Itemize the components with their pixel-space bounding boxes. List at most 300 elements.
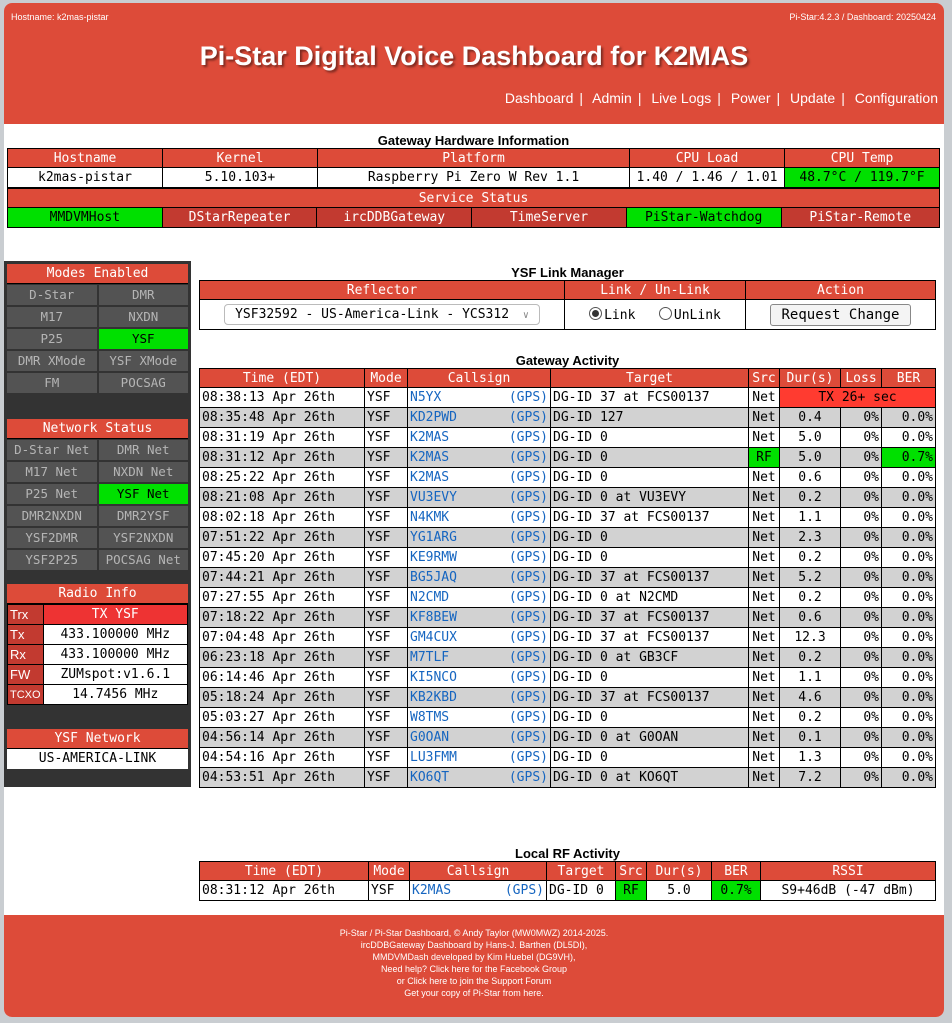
radio-rx-value: 433.100000 MHz bbox=[43, 645, 187, 665]
reflector-select[interactable] bbox=[224, 304, 540, 325]
activity-src: Net bbox=[749, 608, 780, 628]
activity-gps-link[interactable]: (GPS) bbox=[508, 450, 548, 465]
mode-fm: FM bbox=[7, 373, 97, 393]
activity-target: DG-ID 127 bbox=[551, 408, 749, 428]
activity-ber: 0.0% bbox=[882, 428, 936, 448]
hw-cpu-temp: 48.7°C / 119.7°F bbox=[785, 168, 940, 188]
hardware-section bbox=[7, 133, 940, 228]
gateway-activity bbox=[199, 353, 936, 788]
table-row bbox=[200, 748, 936, 768]
local-rf-table bbox=[199, 861, 936, 901]
activity-callsign-cell bbox=[408, 588, 551, 608]
service-remote: PiStar-Remote bbox=[781, 208, 939, 228]
activity-gps-link[interactable]: (GPS) bbox=[508, 530, 548, 545]
activity-src: Net bbox=[749, 588, 780, 608]
rf-header-ber: BER bbox=[712, 862, 761, 881]
radio-tx-label: Tx bbox=[8, 625, 44, 645]
activity-dur: 5.0 bbox=[780, 448, 841, 468]
activity-callsign-cell bbox=[408, 448, 551, 468]
mode-dmr-xmode: DMR XMode bbox=[7, 351, 97, 371]
activity-time: 08:38:13 Apr 26th bbox=[200, 388, 365, 408]
activity-src: Net bbox=[749, 548, 780, 568]
activity-gps-link[interactable]: (GPS) bbox=[508, 510, 548, 525]
table-row bbox=[200, 768, 936, 788]
footer-download-link[interactable]: Get your copy of Pi-Star from here. bbox=[404, 988, 544, 998]
reflector-select-value: YSF32592 - US-America-Link - YCS312 bbox=[235, 307, 510, 322]
rf-header-target: Target bbox=[547, 862, 616, 881]
activity-src: Net bbox=[749, 648, 780, 668]
ysf-network-title: YSF Network bbox=[7, 729, 188, 749]
activity-gps-link[interactable]: (GPS) bbox=[508, 590, 548, 605]
activity-loss: 0% bbox=[841, 708, 882, 728]
mode-dstar: D-Star bbox=[7, 285, 97, 305]
table-row bbox=[200, 508, 936, 528]
activity-dur: 0.2 bbox=[780, 488, 841, 508]
link-manager-table bbox=[199, 280, 936, 330]
net-m17: M17 Net bbox=[7, 462, 97, 482]
hw-header-hostname: Hostname bbox=[8, 149, 163, 168]
act-header-src: Src bbox=[749, 369, 780, 388]
activity-loss: 0% bbox=[841, 408, 882, 428]
activity-target: DG-ID 37 at FCS00137 bbox=[551, 628, 749, 648]
activity-ber: 0.0% bbox=[882, 668, 936, 688]
activity-loss: 0% bbox=[841, 668, 882, 688]
network-grid bbox=[7, 440, 188, 570]
activity-callsign-cell bbox=[408, 488, 551, 508]
activity-time: 05:03:27 Apr 26th bbox=[200, 708, 365, 728]
radio-trx-label: Trx bbox=[8, 605, 44, 625]
activity-callsign-cell bbox=[408, 728, 551, 748]
activity-src: Net bbox=[749, 728, 780, 748]
activity-mode: YSF bbox=[365, 508, 408, 528]
activity-mode: YSF bbox=[365, 548, 408, 568]
sidebar bbox=[4, 261, 191, 787]
activity-callsign-link[interactable]: LU3FMM bbox=[410, 750, 457, 765]
activity-callsign-link[interactable]: K2MAS bbox=[410, 430, 450, 445]
gateway-activity-title: Gateway Activity bbox=[515, 353, 620, 368]
nav-live-logs[interactable]: Live Logs bbox=[651, 90, 712, 106]
mode-nxdn: NXDN bbox=[99, 307, 189, 327]
activity-time: 08:31:19 Apr 26th bbox=[200, 428, 365, 448]
activity-src: Net bbox=[749, 668, 780, 688]
activity-gps-link[interactable]: (GPS) bbox=[508, 730, 548, 745]
activity-ber: 0.0% bbox=[882, 488, 936, 508]
service-ircddbgateway: ircDDBGateway bbox=[317, 208, 472, 228]
radio-info-table bbox=[7, 604, 188, 705]
activity-ber: 0.0% bbox=[882, 508, 936, 528]
activity-loss: 0% bbox=[841, 528, 882, 548]
mode-ysf: YSF bbox=[99, 329, 189, 349]
activity-dur: 0.2 bbox=[780, 548, 841, 568]
activity-target: DG-ID 0 bbox=[551, 548, 749, 568]
activity-time: 07:51:22 Apr 26th bbox=[200, 528, 365, 548]
activity-dur: 0.4 bbox=[780, 408, 841, 428]
mode-pocsag: POCSAG bbox=[99, 373, 189, 393]
activity-mode: YSF bbox=[365, 428, 408, 448]
activity-time: 08:25:22 Apr 26th bbox=[200, 468, 365, 488]
unlink-radio-dot bbox=[659, 307, 672, 320]
service-status-title: Service Status bbox=[8, 189, 940, 208]
activity-time: 08:35:48 Apr 26th bbox=[200, 408, 365, 428]
activity-mode: YSF bbox=[365, 468, 408, 488]
activity-dur: 1.3 bbox=[780, 748, 841, 768]
activity-target: DG-ID 0 bbox=[551, 448, 749, 468]
hw-header-kernel: Kernel bbox=[163, 149, 318, 168]
radio-tx-value: 433.100000 MHz bbox=[43, 625, 187, 645]
activity-time: 07:18:22 Apr 26th bbox=[200, 608, 365, 628]
table-row bbox=[200, 448, 936, 468]
activity-time: 07:45:20 Apr 26th bbox=[200, 548, 365, 568]
activity-target: DG-ID 0 bbox=[551, 668, 749, 688]
activity-gps-link[interactable]: (GPS) bbox=[508, 490, 548, 505]
activity-time: 08:21:08 Apr 26th bbox=[200, 488, 365, 508]
modes-grid bbox=[7, 285, 188, 393]
activity-loss: 0% bbox=[841, 468, 882, 488]
activity-loss: 0% bbox=[841, 688, 882, 708]
activity-mode: YSF bbox=[365, 448, 408, 468]
rf-callsign-link[interactable]: K2MAS bbox=[412, 883, 452, 898]
activity-callsign-link[interactable]: GM4CUX bbox=[410, 630, 457, 645]
activity-dur: 0.1 bbox=[780, 728, 841, 748]
activity-gps-link[interactable]: (GPS) bbox=[508, 710, 548, 725]
activity-callsign-cell bbox=[408, 748, 551, 768]
activity-callsign-link[interactable]: K2MAS bbox=[410, 470, 450, 485]
rf-header-callsign: Callsign bbox=[410, 862, 547, 881]
activity-callsign-cell bbox=[408, 568, 551, 588]
activity-src: Net bbox=[749, 708, 780, 728]
nav-power[interactable]: Power bbox=[730, 90, 771, 106]
activity-time: 05:18:24 Apr 26th bbox=[200, 688, 365, 708]
activity-mode: YSF bbox=[365, 688, 408, 708]
activity-target: DG-ID 37 at FCS00137 bbox=[551, 508, 749, 528]
footer-facebook-link[interactable]: Need help? Click here for the Facebook Group bbox=[380, 964, 568, 974]
activity-callsign-link[interactable]: KI5NCO bbox=[410, 670, 457, 685]
activity-src: Net bbox=[749, 388, 780, 408]
act-header-mode: Mode bbox=[365, 369, 408, 388]
rf-mode: YSF bbox=[369, 881, 410, 901]
activity-ber: 0.0% bbox=[882, 688, 936, 708]
activity-ber: 0.0% bbox=[882, 588, 936, 608]
activity-gps-link[interactable]: (GPS) bbox=[508, 390, 548, 405]
activity-src: Net bbox=[749, 408, 780, 428]
activity-loss: 0% bbox=[841, 428, 882, 448]
modes-enabled-title: Modes Enabled bbox=[7, 264, 188, 284]
hw-platform: Raspberry Pi Zero W Rev 1.1 bbox=[318, 168, 630, 188]
activity-dur: 0.6 bbox=[780, 468, 841, 488]
page-title: Pi-Star Digital Voice Dashboard for K2MAS bbox=[199, 41, 749, 71]
act-header-ber: BER bbox=[882, 369, 936, 388]
activity-gps-link[interactable]: (GPS) bbox=[508, 430, 548, 445]
table-row bbox=[200, 568, 936, 588]
net-ysf2nxdn: YSF2NXDN bbox=[99, 528, 189, 548]
nav-dashboard[interactable]: Dashboard bbox=[504, 90, 574, 106]
activity-mode: YSF bbox=[365, 728, 408, 748]
activity-src: Net bbox=[749, 428, 780, 448]
table-row bbox=[200, 528, 936, 548]
activity-callsign-link[interactable]: M7TLF bbox=[410, 650, 450, 665]
activity-target: DG-ID 37 at FCS00137 bbox=[551, 688, 749, 708]
activity-ber: 0.0% bbox=[882, 748, 936, 768]
rf-rssi: S9+46dB (-47 dBm) bbox=[761, 881, 936, 901]
activity-time: 06:23:18 Apr 26th bbox=[200, 648, 365, 668]
activity-loss: 0% bbox=[841, 648, 882, 668]
link-manager bbox=[199, 265, 936, 330]
service-timeserver: TimeServer bbox=[472, 208, 627, 228]
activity-callsign-link[interactable]: KE9RMW bbox=[410, 550, 457, 565]
activity-callsign-cell bbox=[408, 628, 551, 648]
activity-callsign-cell bbox=[408, 468, 551, 488]
unlink-radio[interactable] bbox=[659, 308, 721, 323]
rf-header-rssi: RSSI bbox=[761, 862, 936, 881]
hw-cpu-load: 1.40 / 1.46 / 1.01 bbox=[630, 168, 785, 188]
table-row bbox=[200, 388, 936, 408]
version-line: Pi-Star:4.2.3 / Dashboard: 20250424 bbox=[789, 12, 936, 22]
activity-mode: YSF bbox=[365, 528, 408, 548]
activity-loss: 0% bbox=[841, 508, 882, 528]
hardware-title: Gateway Hardware Information bbox=[377, 133, 570, 148]
activity-callsign-cell bbox=[408, 508, 551, 528]
footer-ircddb-credit: ircDDBGateway Dashboard by Hans-J. Barthen (DL5DI), bbox=[360, 940, 588, 950]
footer bbox=[4, 915, 944, 1017]
footer-copyright: Pi-Star / Pi-Star Dashboard, © Andy Taylor (MW0MWZ) 2014-2025. bbox=[339, 928, 609, 938]
hw-header-platform: Platform bbox=[318, 149, 630, 168]
rf-target: DG-ID 0 bbox=[547, 881, 616, 901]
net-ysf2dmr: YSF2DMR bbox=[7, 528, 97, 548]
activity-dur: 0.6 bbox=[780, 608, 841, 628]
activity-mode: YSF bbox=[365, 768, 408, 788]
activity-src: Net bbox=[749, 488, 780, 508]
activity-callsign-cell bbox=[408, 388, 551, 408]
activity-target: DG-ID 0 at N2CMD bbox=[551, 588, 749, 608]
activity-ber: 0.0% bbox=[882, 568, 936, 588]
activity-time: 07:04:48 Apr 26th bbox=[200, 628, 365, 648]
act-header-target: Target bbox=[551, 369, 749, 388]
activity-time: 04:53:51 Apr 26th bbox=[200, 768, 365, 788]
table-row bbox=[200, 588, 936, 608]
activity-target: DG-ID 37 at FCS00137 bbox=[551, 388, 749, 408]
activity-ber: 0.0% bbox=[882, 648, 936, 668]
nav-admin[interactable]: Admin bbox=[592, 90, 632, 106]
header bbox=[4, 3, 944, 124]
activity-src: RF bbox=[749, 448, 780, 468]
activity-gps-link[interactable]: (GPS) bbox=[508, 630, 548, 645]
activity-mode: YSF bbox=[365, 408, 408, 428]
lm-header-link: Link / Un-Link bbox=[565, 281, 746, 300]
activity-src: Net bbox=[749, 508, 780, 528]
activity-gps-link[interactable]: (GPS) bbox=[508, 610, 548, 625]
mode-dmr: DMR bbox=[99, 285, 189, 305]
local-rf-title: Local RF Activity bbox=[515, 846, 620, 861]
top-nav: Dashboard | Admin | Live Logs | Power | Update | Configuration bbox=[504, 90, 938, 106]
activity-loss: 0% bbox=[841, 588, 882, 608]
activity-ber: 0.0% bbox=[882, 768, 936, 788]
activity-callsign-cell bbox=[408, 668, 551, 688]
activity-target: DG-ID 0 at G0OAN bbox=[551, 728, 749, 748]
activity-gps-link[interactable]: (GPS) bbox=[508, 690, 548, 705]
activity-target: DG-ID 0 bbox=[551, 528, 749, 548]
activity-callsign-link[interactable]: KF8BEW bbox=[410, 610, 457, 625]
activity-callsign-cell bbox=[408, 688, 551, 708]
ysf-network-value: US-AMERICA-LINK bbox=[7, 749, 188, 769]
activity-callsign-link[interactable]: N2CMD bbox=[410, 590, 450, 605]
activity-gps-link[interactable]: (GPS) bbox=[508, 570, 548, 585]
link-manager-title: YSF Link Manager bbox=[511, 265, 624, 280]
service-watchdog: PiStar-Watchdog bbox=[626, 208, 781, 228]
activity-gps-link[interactable]: (GPS) bbox=[508, 750, 548, 765]
table-row bbox=[200, 468, 936, 488]
activity-dur: 12.3 bbox=[780, 628, 841, 648]
activity-gps-link[interactable]: (GPS) bbox=[508, 550, 548, 565]
activity-callsign-link[interactable]: KB2KBD bbox=[410, 690, 457, 705]
activity-loss: 0% bbox=[841, 748, 882, 768]
activity-gps-link[interactable]: (GPS) bbox=[508, 670, 548, 685]
activity-ber: 0.0% bbox=[882, 708, 936, 728]
activity-callsign-link[interactable]: YG1ARG bbox=[410, 530, 457, 545]
activity-target: DG-ID 0 at KO6QT bbox=[551, 768, 749, 788]
link-radio[interactable] bbox=[589, 308, 635, 323]
activity-dur: 1.1 bbox=[780, 668, 841, 688]
activity-callsign-link[interactable]: VU3EVY bbox=[410, 490, 457, 505]
activity-gps-link[interactable]: (GPS) bbox=[508, 770, 548, 785]
activity-src: Net bbox=[749, 748, 780, 768]
unlink-radio-label: UnLink bbox=[673, 307, 721, 323]
network-status-title: Network Status bbox=[7, 419, 188, 439]
footer-mmdvmdash-credit: MMDVMDash developed by Kim Huebel (DG9VH), bbox=[372, 952, 576, 962]
activity-callsign-link[interactable]: KO6QT bbox=[410, 770, 450, 785]
activity-ber: 0.0% bbox=[882, 728, 936, 748]
activity-src: Net bbox=[749, 468, 780, 488]
activity-src: Net bbox=[749, 528, 780, 548]
activity-target: DG-ID 0 bbox=[551, 428, 749, 448]
activity-ber: 0.0% bbox=[882, 548, 936, 568]
act-header-time: Time (EDT) bbox=[200, 369, 365, 388]
rf-header-time: Time (EDT) bbox=[200, 862, 369, 881]
activity-target: DG-ID 0 bbox=[551, 708, 749, 728]
table-row bbox=[200, 648, 936, 668]
activity-dur: 4.6 bbox=[780, 688, 841, 708]
service-dstarrepeater: DStarRepeater bbox=[162, 208, 317, 228]
chevron-down-icon: ∨ bbox=[522, 310, 529, 321]
rf-dur: 5.0 bbox=[647, 881, 712, 901]
rf-src: RF bbox=[616, 881, 647, 901]
service-table bbox=[7, 188, 940, 228]
activity-ber: 0.0% bbox=[882, 408, 936, 428]
mode-ysf-xmode: YSF XMode bbox=[99, 351, 189, 371]
activity-callsign-link[interactable]: BG5JAQ bbox=[410, 570, 457, 585]
activity-loss: 0% bbox=[841, 448, 882, 468]
activity-dur: 0.2 bbox=[780, 588, 841, 608]
activity-target: DG-ID 37 at FCS00137 bbox=[551, 568, 749, 588]
activity-callsign-cell bbox=[408, 408, 551, 428]
activity-callsign-cell bbox=[408, 648, 551, 668]
activity-gps-link[interactable]: (GPS) bbox=[508, 650, 548, 665]
activity-ber: 0.0% bbox=[882, 628, 936, 648]
request-change-button[interactable]: Request Change bbox=[770, 304, 910, 326]
net-dmr: DMR Net bbox=[99, 440, 189, 460]
mode-m17: M17 bbox=[7, 307, 97, 327]
hw-kernel: 5.10.103+ bbox=[163, 168, 318, 188]
activity-callsign-cell bbox=[408, 428, 551, 448]
activity-body bbox=[200, 388, 936, 788]
activity-time: 08:31:12 Apr 26th bbox=[200, 448, 365, 468]
activity-callsign-cell bbox=[408, 608, 551, 628]
net-ysf: YSF Net bbox=[99, 484, 189, 504]
activity-dur: 5.2 bbox=[780, 568, 841, 588]
net-dmr2nxdn: DMR2NXDN bbox=[7, 506, 97, 526]
activity-loss: 0% bbox=[841, 488, 882, 508]
radio-tcxo-value: 14.7456 MHz bbox=[43, 685, 187, 705]
net-dmr2ysf: DMR2YSF bbox=[99, 506, 189, 526]
hostname-line: Hostname: k2mas-pistar bbox=[11, 12, 109, 22]
activity-time: 04:56:14 Apr 26th bbox=[200, 728, 365, 748]
activity-gps-link[interactable]: (GPS) bbox=[508, 470, 548, 485]
activity-target: DG-ID 0 bbox=[551, 468, 749, 488]
activity-src: Net bbox=[749, 768, 780, 788]
activity-target: DG-ID 0 bbox=[551, 748, 749, 768]
activity-callsign-link[interactable]: N5YX bbox=[410, 390, 442, 405]
footer-support-link[interactable]: or Click here to join the Support Forum bbox=[396, 976, 552, 986]
radio-fw-label: FW bbox=[8, 665, 44, 685]
activity-ber: 0.0% bbox=[882, 608, 936, 628]
activity-src: Net bbox=[749, 568, 780, 588]
activity-ber: 0.0% bbox=[882, 528, 936, 548]
activity-table bbox=[199, 368, 936, 788]
radio-info-title: Radio Info bbox=[7, 584, 188, 604]
activity-callsign-link[interactable]: KD2PWD bbox=[410, 410, 457, 425]
activity-dur: 5.0 bbox=[780, 428, 841, 448]
hw-header-cpu-temp: CPU Temp bbox=[785, 149, 940, 168]
table-row bbox=[200, 488, 936, 508]
activity-target: DG-ID 37 at FCS00137 bbox=[551, 608, 749, 628]
activity-tx-status: TX 26+ sec bbox=[780, 388, 936, 408]
table-row bbox=[200, 628, 936, 648]
activity-ber: 0.0% bbox=[882, 468, 936, 488]
activity-dur: 7.2 bbox=[780, 768, 841, 788]
act-header-callsign: Callsign bbox=[408, 369, 551, 388]
radio-rx-label: Rx bbox=[8, 645, 44, 665]
lm-header-action: Action bbox=[746, 281, 936, 300]
rf-time: 08:31:12 Apr 26th bbox=[200, 881, 369, 901]
nav-update[interactable]: Update bbox=[790, 90, 836, 106]
net-nxdn: NXDN Net bbox=[99, 462, 189, 482]
activity-mode: YSF bbox=[365, 608, 408, 628]
activity-target: DG-ID 0 at GB3CF bbox=[551, 648, 749, 668]
activity-gps-link[interactable]: (GPS) bbox=[508, 410, 548, 425]
table-row bbox=[200, 688, 936, 708]
rf-header-dur: Dur(s) bbox=[647, 862, 712, 881]
activity-time: 06:14:46 Apr 26th bbox=[200, 668, 365, 688]
net-p25: P25 Net bbox=[7, 484, 97, 504]
activity-dur: 0.2 bbox=[780, 708, 841, 728]
activity-src: Net bbox=[749, 628, 780, 648]
activity-callsign-link[interactable]: W8TMS bbox=[410, 710, 450, 725]
activity-callsign-link[interactable]: N4KMK bbox=[410, 510, 450, 525]
rf-ber: 0.7% bbox=[712, 881, 761, 901]
table-row bbox=[200, 708, 936, 728]
rf-header-src: Src bbox=[616, 862, 647, 881]
activity-callsign-link[interactable]: K2MAS bbox=[410, 450, 450, 465]
local-rf-activity bbox=[199, 846, 936, 901]
nav-configuration[interactable]: Configuration bbox=[854, 90, 938, 106]
activity-callsign-link[interactable]: G0OAN bbox=[410, 730, 450, 745]
link-radio-label: Link bbox=[604, 307, 636, 323]
activity-callsign-cell bbox=[408, 548, 551, 568]
table-row bbox=[200, 408, 936, 428]
link-radio-dot bbox=[589, 307, 602, 320]
hw-header-cpu-load: CPU Load bbox=[630, 149, 785, 168]
activity-src: Net bbox=[749, 688, 780, 708]
rf-gps-link[interactable]: (GPS) bbox=[504, 883, 544, 898]
